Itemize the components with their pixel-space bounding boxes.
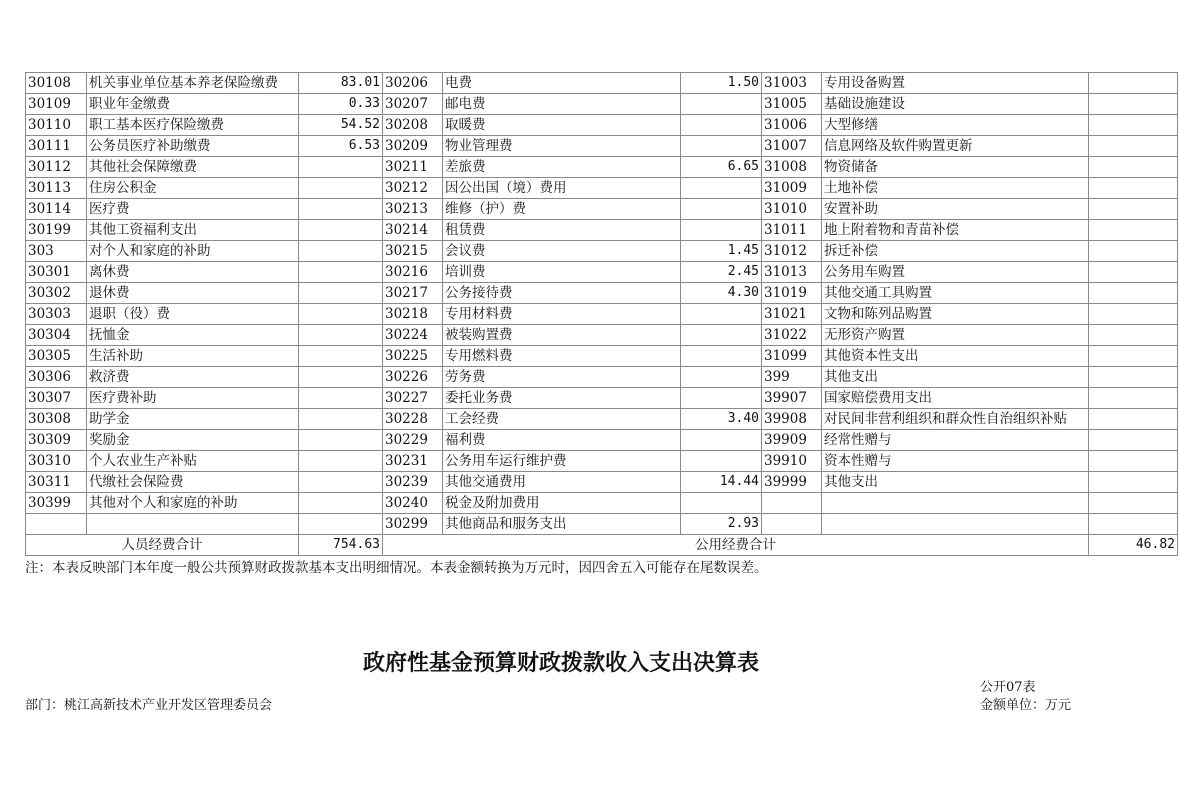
col3-name: 公务用车购置 (822, 262, 1089, 283)
table-row (26, 73, 1178, 94)
col3-name: 土地补偿 (822, 178, 1089, 199)
col2-name: 培训费 (443, 262, 681, 283)
col1-name: 助学金 (87, 409, 299, 430)
col2-code: 30239 (383, 472, 443, 493)
col1-code: 30301 (26, 262, 87, 283)
col2-amount (681, 430, 762, 451)
table-row (26, 136, 1178, 157)
col3-name: 基础设施建设 (822, 94, 1089, 115)
col2-code: 30212 (383, 178, 443, 199)
col3-code: 31006 (762, 115, 822, 136)
col2-amount (681, 346, 762, 367)
table-row (26, 283, 1178, 304)
col2-amount (681, 199, 762, 220)
col3-code: 31011 (762, 220, 822, 241)
col1-name: 奖励金 (87, 430, 299, 451)
col1-name: 其他工资福利支出 (87, 220, 299, 241)
table-row (26, 493, 1178, 514)
col3-code: 31099 (762, 346, 822, 367)
table-row (26, 220, 1178, 241)
col2-code: 30227 (383, 388, 443, 409)
table-row (26, 304, 1178, 325)
col1-amount (299, 283, 383, 304)
col1-name: 个人农业生产补贴 (87, 451, 299, 472)
col2-code: 30211 (383, 157, 443, 178)
col1-amount (299, 346, 383, 367)
col1-amount (299, 514, 383, 535)
col2-code: 30224 (383, 325, 443, 346)
col2-amount: 4.30 (681, 283, 762, 304)
table-row (26, 115, 1178, 136)
col2-amount: 14.44 (681, 472, 762, 493)
col3-code (762, 514, 822, 535)
col2-code: 30226 (383, 367, 443, 388)
col2-code: 30218 (383, 304, 443, 325)
col2-name: 专用燃料费 (443, 346, 681, 367)
col3-name: 安置补助 (822, 199, 1089, 220)
col1-name: 住房公积金 (87, 178, 299, 199)
col1-name: 退休费 (87, 283, 299, 304)
col1-name: 其他社会保障缴费 (87, 157, 299, 178)
col1-code: 303 (26, 241, 87, 262)
col3-amount (1089, 472, 1178, 493)
table-row (26, 451, 1178, 472)
col1-name: 离休费 (87, 262, 299, 283)
col2-amount: 1.45 (681, 241, 762, 262)
col2-amount (681, 493, 762, 514)
col1-amount (299, 493, 383, 514)
col1-code: 30399 (26, 493, 87, 514)
col2-code: 30208 (383, 115, 443, 136)
col2-code: 30213 (383, 199, 443, 220)
col2-name: 劳务费 (443, 367, 681, 388)
col1-name: 机关事业单位基本养老保险缴费 (87, 73, 299, 94)
col2-name: 其他交通费用 (443, 472, 681, 493)
table-row (26, 367, 1178, 388)
col3-name: 文物和陈列品购置 (822, 304, 1089, 325)
col2-amount: 3.40 (681, 409, 762, 430)
col3-code: 39909 (762, 430, 822, 451)
col3-name: 对民间非营利组织和群众性自治组织补贴 (822, 409, 1089, 430)
col3-code: 31009 (762, 178, 822, 199)
col2-amount (681, 451, 762, 472)
col2-amount (681, 178, 762, 199)
col3-amount (1089, 199, 1178, 220)
col1-amount (299, 325, 383, 346)
col1-name (87, 514, 299, 535)
col2-amount (681, 304, 762, 325)
col3-code: 39908 (762, 409, 822, 430)
col1-name: 退职（役）费 (87, 304, 299, 325)
col3-name (822, 514, 1089, 535)
col1-code: 30113 (26, 178, 87, 199)
col3-name: 资本性赠与 (822, 451, 1089, 472)
col2-name: 公务用车运行维护费 (443, 451, 681, 472)
col3-amount (1089, 451, 1178, 472)
col2-amount: 6.65 (681, 157, 762, 178)
col3-code: 31019 (762, 283, 822, 304)
table-note: 注：本表反映部门本年度一般公共预算财政拨款基本支出明细情况。本表金额转换为万元时，因四舍五入可能存在尾数误差。 (25, 560, 768, 576)
col3-amount (1089, 409, 1178, 430)
col3-name: 专用设备购置 (822, 73, 1089, 94)
col1-amount (299, 199, 383, 220)
col1-name: 医疗费补助 (87, 388, 299, 409)
page-title: 政府性基金预算财政拨款收入支出决算表 (362, 651, 759, 676)
col3-name: 物资储备 (822, 157, 1089, 178)
col1-name: 医疗费 (87, 199, 299, 220)
col2-name: 公务接待费 (443, 283, 681, 304)
col1-code: 30111 (26, 136, 87, 157)
col1-amount (299, 157, 383, 178)
col2-name: 电费 (443, 73, 681, 94)
col3-code: 31007 (762, 136, 822, 157)
col2-name: 因公出国（境）费用 (443, 178, 681, 199)
col2-amount (681, 220, 762, 241)
amount-unit-label: 金额单位：万元 (980, 698, 1072, 713)
col1-amount (299, 472, 383, 493)
col1-code: 30308 (26, 409, 87, 430)
col3-amount (1089, 367, 1178, 388)
col2-code: 30216 (383, 262, 443, 283)
col1-name: 生活补助 (87, 346, 299, 367)
col3-amount (1089, 115, 1178, 136)
col3-amount (1089, 325, 1178, 346)
col1-amount (299, 241, 383, 262)
col3-name: 其他交通工具购置 (822, 283, 1089, 304)
col3-code: 31010 (762, 199, 822, 220)
col1-amount: 54.52 (299, 115, 383, 136)
col3-name: 大型修缮 (822, 115, 1089, 136)
table-row (26, 388, 1178, 409)
col1-amount: 6.53 (299, 136, 383, 157)
col2-name: 委托业务费 (443, 388, 681, 409)
col3-code (762, 493, 822, 514)
table-row (26, 430, 1178, 451)
table-row (26, 199, 1178, 220)
col3-code: 39910 (762, 451, 822, 472)
col3-amount (1089, 493, 1178, 514)
col1-name: 抚恤金 (87, 325, 299, 346)
personnel-total-value: 754.63 (299, 535, 383, 556)
table-row (26, 472, 1178, 493)
col2-name: 取暖费 (443, 115, 681, 136)
col2-amount (681, 115, 762, 136)
col3-amount (1089, 178, 1178, 199)
col1-code: 30109 (26, 94, 87, 115)
col3-name: 地上附着物和青苗补偿 (822, 220, 1089, 241)
table-row (26, 241, 1178, 262)
col1-code: 30309 (26, 430, 87, 451)
col3-code: 31005 (762, 94, 822, 115)
col3-amount (1089, 157, 1178, 178)
table-row (26, 409, 1178, 430)
col3-code: 31008 (762, 157, 822, 178)
col1-code: 30311 (26, 472, 87, 493)
department-label: 部门：桃江高新技术产业开发区管理委员会 (25, 698, 273, 713)
table-row (26, 157, 1178, 178)
expenditure-detail-table (25, 72, 1178, 556)
col3-name: 其他资本性支出 (822, 346, 1089, 367)
col3-amount (1089, 388, 1178, 409)
col1-code: 30199 (26, 220, 87, 241)
col2-code: 30231 (383, 451, 443, 472)
col3-code: 39999 (762, 472, 822, 493)
col2-code: 30214 (383, 220, 443, 241)
col2-code: 30240 (383, 493, 443, 514)
col2-name: 其他商品和服务支出 (443, 514, 681, 535)
col3-code: 39907 (762, 388, 822, 409)
col3-name: 信息网络及软件购置更新 (822, 136, 1089, 157)
public-total-value: 46.82 (1089, 535, 1178, 556)
col2-code: 30206 (383, 73, 443, 94)
col3-name: 其他支出 (822, 367, 1089, 388)
col3-amount (1089, 283, 1178, 304)
table-number: 公开07表 (980, 680, 1036, 695)
col3-name: 经常性赠与 (822, 430, 1089, 451)
col1-amount (299, 451, 383, 472)
col1-code: 30112 (26, 157, 87, 178)
col3-code: 31021 (762, 304, 822, 325)
col3-amount (1089, 262, 1178, 283)
personnel-total-label: 人员经费合计 (26, 535, 299, 556)
col3-amount (1089, 430, 1178, 451)
col1-amount (299, 304, 383, 325)
col1-name: 对个人和家庭的补助 (87, 241, 299, 262)
col3-code: 31013 (762, 262, 822, 283)
col1-code: 30305 (26, 346, 87, 367)
col1-amount (299, 220, 383, 241)
col1-amount (299, 178, 383, 199)
col3-name: 无形资产购置 (822, 325, 1089, 346)
table-row (26, 346, 1178, 367)
table-row (26, 94, 1178, 115)
col3-code: 31022 (762, 325, 822, 346)
col2-amount (681, 367, 762, 388)
col1-code: 30114 (26, 199, 87, 220)
col3-amount (1089, 514, 1178, 535)
col1-amount (299, 409, 383, 430)
col1-code (26, 514, 87, 535)
table-body (26, 73, 1178, 535)
col1-code: 30304 (26, 325, 87, 346)
col2-code: 30229 (383, 430, 443, 451)
col1-code: 30310 (26, 451, 87, 472)
col1-code: 30306 (26, 367, 87, 388)
table-row (26, 514, 1178, 535)
col3-name (822, 493, 1089, 514)
col2-amount: 2.45 (681, 262, 762, 283)
col1-name: 职工基本医疗保险缴费 (87, 115, 299, 136)
col3-amount (1089, 346, 1178, 367)
col3-code: 31012 (762, 241, 822, 262)
table-row (26, 262, 1178, 283)
col3-amount (1089, 241, 1178, 262)
col3-amount (1089, 136, 1178, 157)
table-row (26, 178, 1178, 199)
col2-amount (681, 94, 762, 115)
public-total-label: 公用经费合计 (383, 535, 1089, 556)
col2-code: 30209 (383, 136, 443, 157)
col3-name: 国家赔偿费用支出 (822, 388, 1089, 409)
col2-code: 30228 (383, 409, 443, 430)
col1-name: 救济费 (87, 367, 299, 388)
col1-name: 职业年金缴费 (87, 94, 299, 115)
col2-name: 会议费 (443, 241, 681, 262)
col1-name: 公务员医疗补助缴费 (87, 136, 299, 157)
col1-amount (299, 430, 383, 451)
col2-name: 工会经费 (443, 409, 681, 430)
col2-code: 30215 (383, 241, 443, 262)
col1-amount (299, 367, 383, 388)
col2-name: 税金及附加费用 (443, 493, 681, 514)
col1-name: 代缴社会保险费 (87, 472, 299, 493)
col3-name: 拆迁补偿 (822, 241, 1089, 262)
col3-amount (1089, 94, 1178, 115)
col2-name: 维修（护）费 (443, 199, 681, 220)
col2-name: 被装购置费 (443, 325, 681, 346)
col1-code: 30303 (26, 304, 87, 325)
col2-amount (681, 388, 762, 409)
col2-code: 30217 (383, 283, 443, 304)
col1-amount (299, 388, 383, 409)
col1-code: 30110 (26, 115, 87, 136)
col3-amount (1089, 304, 1178, 325)
col2-name: 邮电费 (443, 94, 681, 115)
col3-amount (1089, 73, 1178, 94)
col1-code: 30307 (26, 388, 87, 409)
totals-row (26, 535, 1178, 556)
col2-code: 30225 (383, 346, 443, 367)
col3-code: 31003 (762, 73, 822, 94)
col2-name: 租赁费 (443, 220, 681, 241)
col2-amount: 2.93 (681, 514, 762, 535)
col1-code: 30108 (26, 73, 87, 94)
col3-name: 其他支出 (822, 472, 1089, 493)
col1-code: 30302 (26, 283, 87, 304)
table-row (26, 325, 1178, 346)
col2-code: 30207 (383, 94, 443, 115)
col2-amount: 1.50 (681, 73, 762, 94)
col3-amount (1089, 220, 1178, 241)
col2-name: 专用材料费 (443, 304, 681, 325)
col2-name: 物业管理费 (443, 136, 681, 157)
col1-amount: 83.01 (299, 73, 383, 94)
col2-code: 30299 (383, 514, 443, 535)
col1-name: 其他对个人和家庭的补助 (87, 493, 299, 514)
col2-amount (681, 325, 762, 346)
col1-amount (299, 262, 383, 283)
col3-code: 399 (762, 367, 822, 388)
col2-amount (681, 136, 762, 157)
col2-name: 福利费 (443, 430, 681, 451)
col1-amount: 0.33 (299, 94, 383, 115)
col2-name: 差旅费 (443, 157, 681, 178)
